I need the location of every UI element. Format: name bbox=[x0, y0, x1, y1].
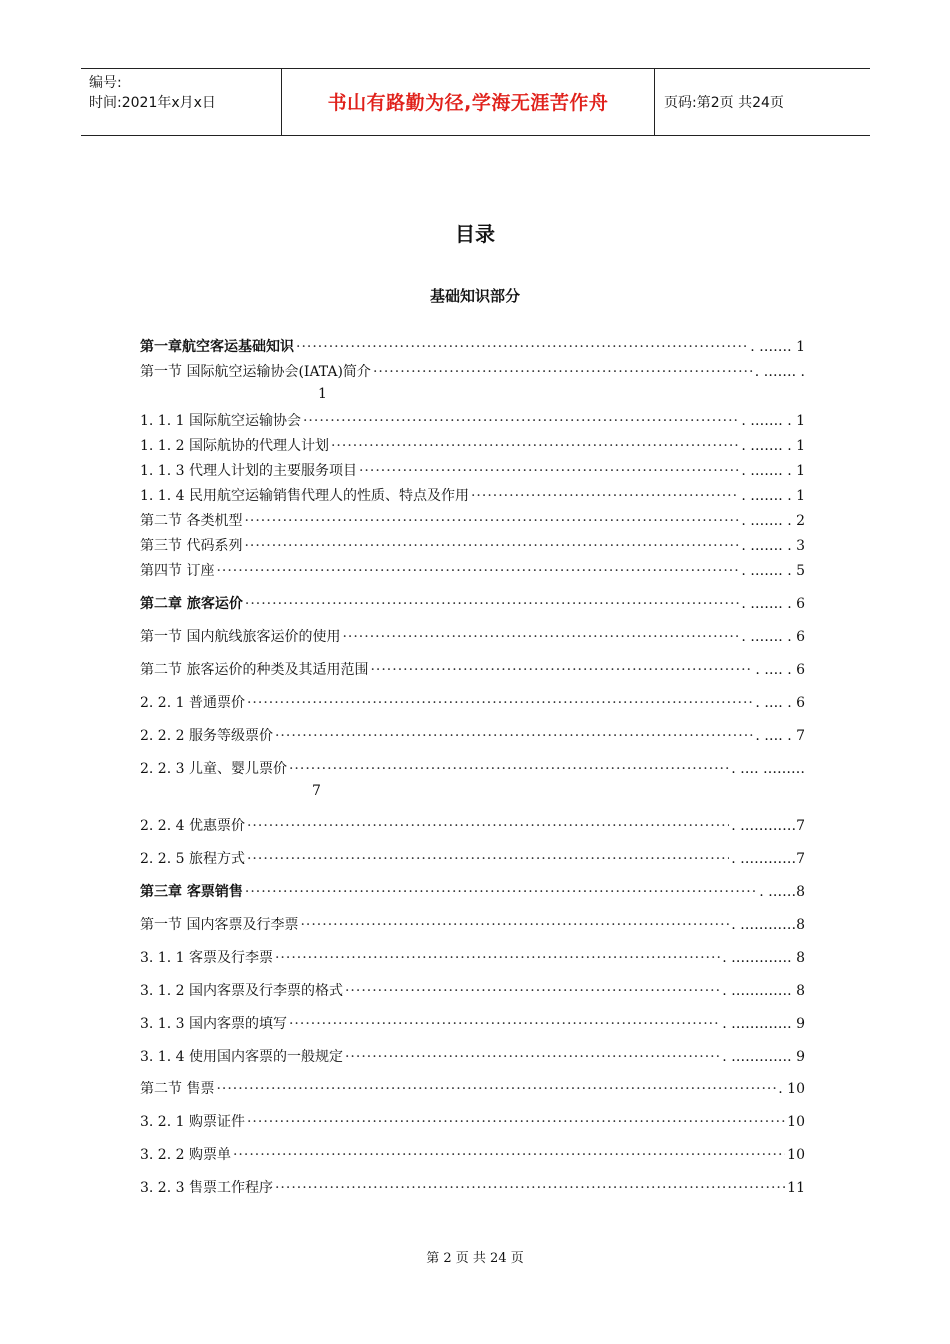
toc-leader-dots bbox=[275, 728, 753, 744]
toc-entry-label: 1. 1. 1 国际航空运输协会 bbox=[140, 413, 301, 429]
toc-entry-page: . …. . 7 bbox=[755, 728, 805, 744]
header-page-info: 页码:第2页 共24页 bbox=[664, 95, 784, 111]
toc-entry-page: . ……. . 5 bbox=[741, 563, 805, 579]
header-number: 编号: bbox=[89, 75, 122, 91]
toc-entry[interactable] bbox=[140, 659, 805, 681]
toc-entry[interactable] bbox=[140, 1177, 805, 1199]
toc-entry-page: . …………. 9 bbox=[722, 1016, 805, 1032]
toc-entry[interactable] bbox=[140, 410, 805, 432]
document-title: 目录 bbox=[455, 222, 495, 246]
toc-leader-dots bbox=[331, 438, 739, 454]
toc-entry-page: . ……. . 6 bbox=[741, 629, 805, 645]
toc-entry-label: 3. 1. 2 国内客票及行李票的格式 bbox=[140, 983, 343, 999]
toc-leader-dots bbox=[247, 818, 729, 834]
toc-leader-dots bbox=[245, 884, 757, 900]
toc-entry[interactable] bbox=[140, 560, 805, 582]
header-divider bbox=[654, 69, 655, 135]
toc-entry-page: . ……. . bbox=[754, 364, 805, 380]
toc-leader-dots bbox=[233, 1147, 785, 1163]
page-header bbox=[81, 68, 870, 136]
toc-entry-label: 3. 2. 1 购票证件 bbox=[140, 1114, 245, 1130]
toc-entry-page: . ……. . 6 bbox=[741, 596, 805, 612]
toc-entry-page: 10 bbox=[787, 1147, 805, 1163]
toc-entry-page: . ……. . 1 bbox=[741, 413, 805, 429]
toc-entry-page: . ……. 1 bbox=[750, 339, 805, 355]
toc-entry-label: 第二节 旅客运价的种类及其适用范围 bbox=[140, 662, 369, 678]
toc-entry-page: . ……. . 3 bbox=[741, 538, 805, 554]
toc-leader-dots bbox=[245, 596, 740, 612]
toc-entry-label: 第二节 各类机型 bbox=[140, 513, 243, 529]
toc-entry[interactable] bbox=[140, 535, 805, 557]
toc-leader-dots bbox=[370, 662, 753, 678]
toc-entry-label: 2. 2. 1 普通票价 bbox=[140, 695, 245, 711]
toc-entry-label: 第二章 旅客运价 bbox=[140, 596, 243, 612]
toc-entry[interactable] bbox=[140, 1144, 805, 1166]
toc-entry[interactable] bbox=[140, 510, 805, 532]
toc-entry-page: . …………7 bbox=[731, 818, 805, 834]
toc-entry[interactable] bbox=[140, 692, 805, 714]
toc-entry[interactable] bbox=[140, 881, 805, 903]
toc-entry-page-wrapped: 1 bbox=[318, 386, 327, 402]
header-time: 时间:2021年x月x日 bbox=[89, 95, 216, 111]
toc-leader-dots bbox=[359, 463, 739, 479]
toc-leader-dots bbox=[345, 1049, 720, 1065]
toc-entry-label: 3. 1. 3 国内客票的填写 bbox=[140, 1016, 287, 1032]
toc-entry-label: 3. 1. 4 使用国内客票的一般规定 bbox=[140, 1049, 343, 1065]
toc-leader-dots bbox=[275, 950, 720, 966]
toc-leader-dots bbox=[289, 1016, 720, 1032]
toc-entry[interactable] bbox=[140, 593, 805, 615]
toc-entry-label: 第一节 国内航线旅客运价的使用 bbox=[140, 629, 341, 645]
toc-entry-page: 10 bbox=[787, 1114, 805, 1130]
toc-entry-page-wrapped: 7 bbox=[312, 783, 321, 799]
header-motto: 书山有路勤为径,学海无涯苦作舟 bbox=[327, 92, 609, 114]
toc-leader-dots bbox=[300, 917, 729, 933]
toc-entry-page: . …………7 bbox=[731, 851, 805, 867]
toc-entry-label: 第一节 国际航空运输协会(IATA)简介 bbox=[140, 364, 371, 380]
toc-entry-label: 2. 2. 5 旅程方式 bbox=[140, 851, 245, 867]
toc-entry-page: . ……. . 1 bbox=[741, 488, 805, 504]
toc-entry-label: 第三章 客票销售 bbox=[140, 884, 243, 900]
toc-entry-page: . ……. . 1 bbox=[741, 438, 805, 454]
section-title: 基础知识部分 bbox=[429, 287, 520, 305]
toc-leader-dots bbox=[345, 983, 720, 999]
toc-leader-dots bbox=[373, 364, 753, 380]
toc-leader-dots bbox=[275, 1180, 785, 1196]
toc-entry-page: . …. ……… bbox=[731, 761, 805, 777]
toc-leader-dots bbox=[471, 488, 739, 504]
toc-entry-label: 第二节 售票 bbox=[140, 1081, 215, 1097]
toc-entry-label: 1. 1. 4 民用航空运输销售代理人的性质、特点及作用 bbox=[140, 488, 469, 504]
toc-entry-label: 第四节 订座 bbox=[140, 563, 215, 579]
toc-leader-dots bbox=[247, 1114, 785, 1130]
toc-entry-page: . …………. 9 bbox=[722, 1049, 805, 1065]
toc-entry[interactable] bbox=[140, 1013, 805, 1035]
toc-entry[interactable] bbox=[140, 460, 805, 482]
toc-entry[interactable] bbox=[140, 626, 805, 648]
toc-leader-dots bbox=[247, 851, 729, 867]
toc-entry-label: 第一章航空客运基础知识 bbox=[140, 339, 294, 355]
toc-entry-label: 2. 2. 2 服务等级票价 bbox=[140, 728, 273, 744]
toc-entry[interactable] bbox=[140, 336, 805, 358]
toc-entry-label: 第一节 国内客票及行李票 bbox=[140, 917, 299, 933]
toc-entry-page: . 10 bbox=[778, 1081, 805, 1097]
toc-leader-dots bbox=[289, 761, 729, 777]
toc-leader-dots bbox=[216, 563, 739, 579]
toc-entry-page: . …. . 6 bbox=[755, 695, 805, 711]
toc-entry[interactable] bbox=[140, 947, 805, 969]
toc-leader-dots bbox=[303, 413, 739, 429]
toc-entry-label: 3. 1. 1 客票及行李票 bbox=[140, 950, 273, 966]
page-footer: 第 2 页 共 24 页 bbox=[426, 1251, 524, 1266]
toc-entry-page: . ……. . 2 bbox=[741, 513, 805, 529]
toc-leader-dots bbox=[342, 629, 739, 645]
header-meta bbox=[89, 73, 279, 113]
toc-entry-page: . …………8 bbox=[731, 917, 805, 933]
toc-entry-label: 3. 2. 3 售票工作程序 bbox=[140, 1180, 273, 1196]
toc-entry[interactable] bbox=[140, 1111, 805, 1133]
toc-entry-label: 1. 1. 3 代理人计划的主要服务项目 bbox=[140, 463, 357, 479]
toc-leader-dots bbox=[216, 1081, 776, 1097]
toc-entry[interactable] bbox=[140, 914, 805, 936]
toc-entry[interactable] bbox=[140, 725, 805, 747]
toc-entry[interactable] bbox=[140, 435, 805, 457]
toc-entry[interactable] bbox=[140, 758, 805, 780]
toc-entry[interactable] bbox=[140, 485, 805, 507]
toc-leader-dots bbox=[244, 538, 739, 554]
toc-entry-label: 2. 2. 3 儿童、婴儿票价 bbox=[140, 761, 287, 777]
toc-entry[interactable] bbox=[140, 1046, 805, 1068]
toc-leader-dots bbox=[296, 339, 748, 355]
toc-entry-label: 2. 2. 4 优惠票价 bbox=[140, 818, 245, 834]
toc-entry-label: 3. 2. 2 购票单 bbox=[140, 1147, 231, 1163]
toc-entry[interactable] bbox=[140, 848, 805, 870]
toc-entry-label: 第三节 代码系列 bbox=[140, 538, 243, 554]
toc-leader-dots bbox=[247, 695, 753, 711]
toc-entry[interactable] bbox=[140, 815, 805, 837]
toc-entry[interactable] bbox=[140, 1078, 805, 1100]
toc-entry[interactable] bbox=[140, 980, 805, 1002]
toc-leader-dots bbox=[244, 513, 739, 529]
toc-entry-page: 11 bbox=[787, 1180, 805, 1196]
toc-entry-page: . ……8 bbox=[759, 884, 805, 900]
toc-entry-page: . …. . 6 bbox=[755, 662, 805, 678]
toc-entry-page: . ……. . 1 bbox=[741, 463, 805, 479]
toc-entry-label: 1. 1. 2 国际航协的代理人计划 bbox=[140, 438, 329, 454]
toc-entry-page: . …………. 8 bbox=[722, 950, 805, 966]
toc-entry-page: . …………. 8 bbox=[722, 983, 805, 999]
toc-entry[interactable] bbox=[140, 361, 805, 383]
